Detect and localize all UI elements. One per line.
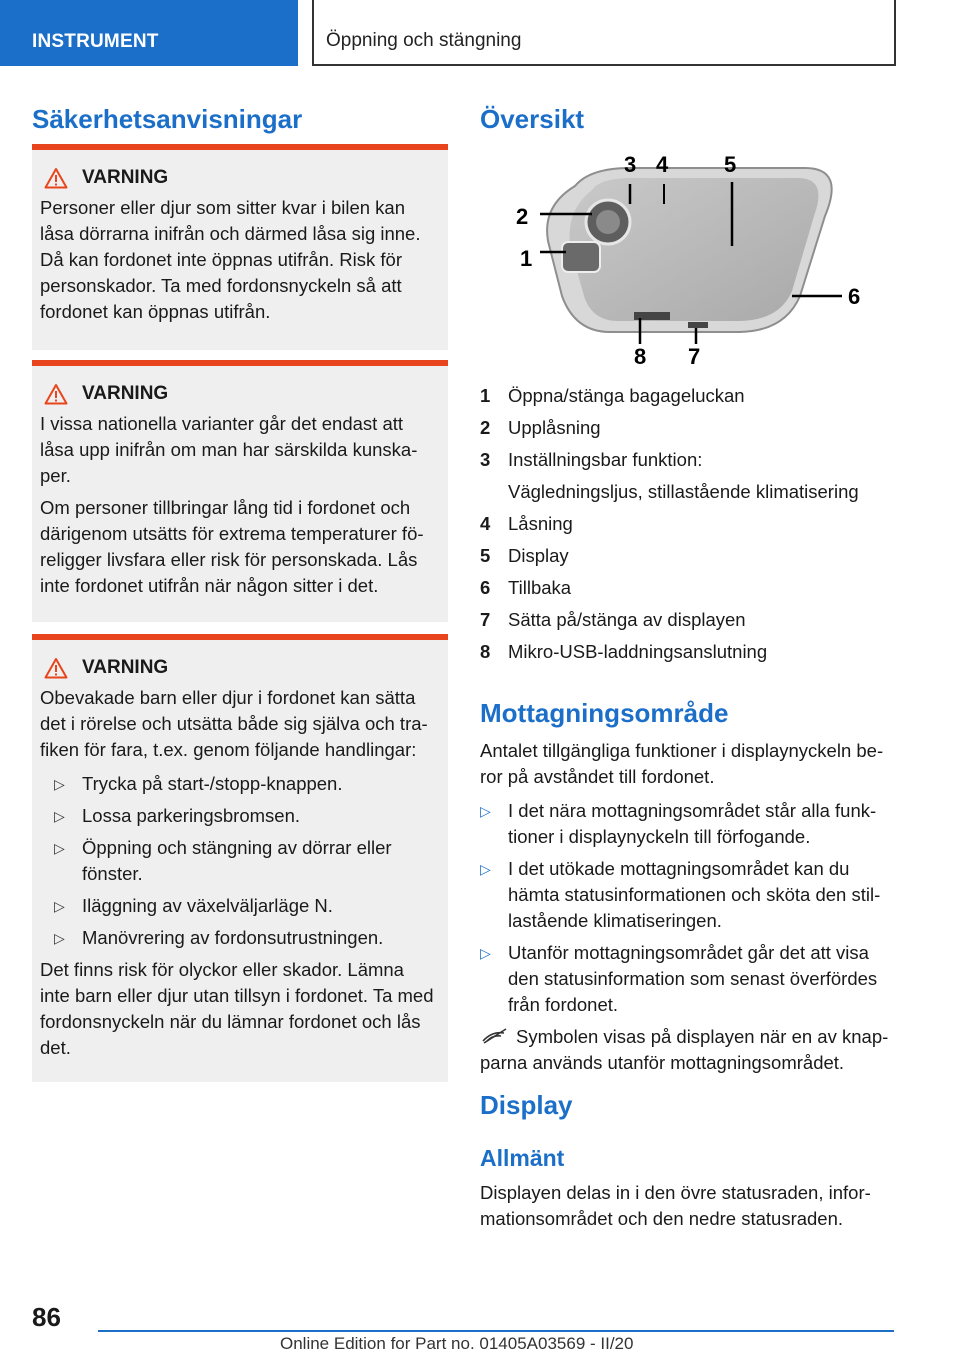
list-item-text: Lossa parkeringsbromsen. [82, 805, 300, 826]
triangle-bullet-icon: ▷ [480, 803, 491, 819]
legend-text: Låsning [508, 513, 573, 534]
callout-label: 5 [724, 152, 737, 177]
list-item [40, 893, 434, 919]
legend-number: 3 [480, 449, 491, 470]
warning-text: Det finns risk för olyckor eller skador. Lämna inte barn eller djur utan tillsyn i fordonet. Ta med fordonsnyckeln när du lämnar fordonet och lås det. [40, 959, 434, 1058]
triangle-bullet-icon: ▷ [54, 930, 65, 946]
legend-number: 6 [480, 577, 491, 598]
legend-number: 7 [480, 609, 491, 630]
list-item [40, 771, 434, 797]
legend-item [480, 412, 900, 444]
section-title-overview: Översikt [480, 104, 585, 134]
legend-item [480, 604, 900, 636]
range-list [480, 798, 900, 1018]
callout-label: 7 [688, 344, 701, 369]
callout-label: 1 [520, 246, 533, 271]
warning-text: Obevakade barn eller djur i fordonet kan sätta det i rörelse och utsätta både sig själva och tra-fiken för fara, t.ex. genom följande handlingar: [40, 687, 428, 760]
legend-text: Display [508, 545, 569, 566]
legend-number: 1 [480, 385, 491, 406]
warning-list [40, 771, 434, 951]
legend-number: 2 [480, 417, 491, 438]
section-title-display: Display [480, 1090, 573, 1120]
out-of-range-symbol-icon [480, 1027, 510, 1045]
list-item-text: Öppning och stängning av dörrar eller fönster. [82, 837, 392, 884]
footer-divider [98, 1330, 894, 1332]
warning-box-2 [32, 360, 448, 622]
legend-text: Upplåsning [508, 417, 601, 438]
legend-item [480, 380, 900, 412]
triangle-bullet-icon: ▷ [54, 898, 65, 914]
warning-triangle-icon [44, 657, 68, 679]
legend-item-continuation [480, 476, 900, 508]
list-item [40, 925, 434, 951]
warning-box-3 [32, 634, 448, 1082]
section-label: INSTRUMENT [32, 31, 159, 52]
legend-text: Sätta på/stänga av displayen [508, 609, 746, 630]
list-item-text: Trycka på start-/stopp-knappen. [82, 773, 343, 794]
callout-label: 3 [624, 152, 637, 177]
list-item [40, 803, 434, 829]
section-title-range: Mottagningsområde [480, 698, 729, 728]
legend-item [480, 572, 900, 604]
list-item-text: Utanför mottagningsområdet går det att visa den statusinformation som senast överfördes från fordonet. [508, 942, 878, 1015]
range-intro: Antalet tillgängliga funktioner i displaynyckeln be-ror på avståndet till fordonet. [480, 740, 884, 787]
list-item-text: Iläggning av växelväljarläge N. [82, 895, 333, 916]
legend-text: Öppna/stänga bagageluckan [508, 385, 745, 406]
legend-number: 8 [480, 641, 491, 662]
figure-legend [480, 380, 900, 668]
callout-label: 8 [634, 344, 647, 369]
warning-box-1 [32, 144, 448, 350]
section-tab [0, 0, 298, 66]
list-item [480, 798, 900, 850]
triangle-bullet-icon: ▷ [54, 776, 65, 792]
list-item-text: I det nära mottagningsområdet står alla funk-tioner i displaynyckeln till förfogande. [508, 800, 877, 847]
warning-triangle-icon [44, 167, 68, 189]
legend-text: Tillbaka [508, 577, 572, 598]
range-note [480, 1024, 900, 1076]
triangle-bullet-icon: ▷ [54, 840, 65, 856]
legend-item [480, 508, 900, 540]
legend-number: 4 [480, 513, 491, 534]
general-content [480, 1180, 900, 1232]
chapter-label: Öppning och stängning [326, 30, 522, 51]
warning-label: VARNING [82, 657, 169, 678]
page-header [0, 0, 960, 66]
callout-label: 6 [848, 284, 861, 309]
general-text: Displayen delas in i den övre statusraden, infor-mationsområdet och den nedre statusraden. [480, 1182, 871, 1229]
edition-text: Online Edition for Part no. 01405A03569 - II/20 [280, 1334, 634, 1353]
legend-item [480, 444, 900, 476]
triangle-bullet-icon: ▷ [54, 808, 65, 824]
list-item-text: I det utökade mottagningsområdet kan du hämta statusinformationen och sköta den stil-lastående klimatiseringen. [508, 858, 881, 931]
triangle-bullet-icon: ▷ [480, 861, 491, 877]
callout-label: 4 [656, 152, 669, 177]
display-key-figure [500, 146, 880, 372]
legend-item [480, 540, 900, 572]
list-item [480, 856, 900, 934]
legend-item [480, 636, 900, 668]
list-item-text: Manövrering av fordonsutrustningen. [82, 927, 384, 948]
range-content [480, 738, 900, 1076]
chapter-tab [312, 0, 896, 66]
warning-text: I vissa nationella varianter går det endast att låsa upp inifrån om man har särskilda kunska-per. [40, 413, 418, 486]
legend-number: 5 [480, 545, 491, 566]
triangle-bullet-icon: ▷ [480, 945, 491, 961]
page-number: 86 [32, 1302, 61, 1332]
warning-label: VARNING [82, 167, 169, 188]
legend-text: Mikro-USB-laddningsanslutning [508, 641, 768, 662]
legend-text: Inställningsbar funktion: [508, 449, 703, 470]
warning-triangle-icon [44, 383, 68, 405]
range-note-text: Symbolen visas på displayen när en av knap-parna används utanför mottagningsområdet. [480, 1026, 889, 1073]
warning-label: VARNING [82, 383, 169, 404]
warning-text: Om personer tillbringar lång tid i fordonet och därigenom utsätts för extrema temperaturer fö-religger livsfara eller risk för personskada. Lås inte fordonet utifrån när någon sitter i det. [40, 497, 424, 596]
warning-text: Personer eller djur som sitter kvar i bilen kan låsa dörrarna inifrån och därmed låsa sig inne. Då kan fordonet inte öppnas utifrån. Risk för personskador. Ta med fordonsnyckeln så att fordonet kan öppnas utifrån. [40, 197, 421, 322]
section-title-safety: Säkerhetsanvisningar [32, 104, 303, 134]
callout-label: 2 [516, 204, 529, 229]
list-item [480, 940, 900, 1018]
legend-text: Vägledningsljus, stillastående klimatisering [508, 481, 859, 502]
list-item [40, 835, 434, 887]
subsection-title-general: Allmänt [480, 1145, 565, 1171]
